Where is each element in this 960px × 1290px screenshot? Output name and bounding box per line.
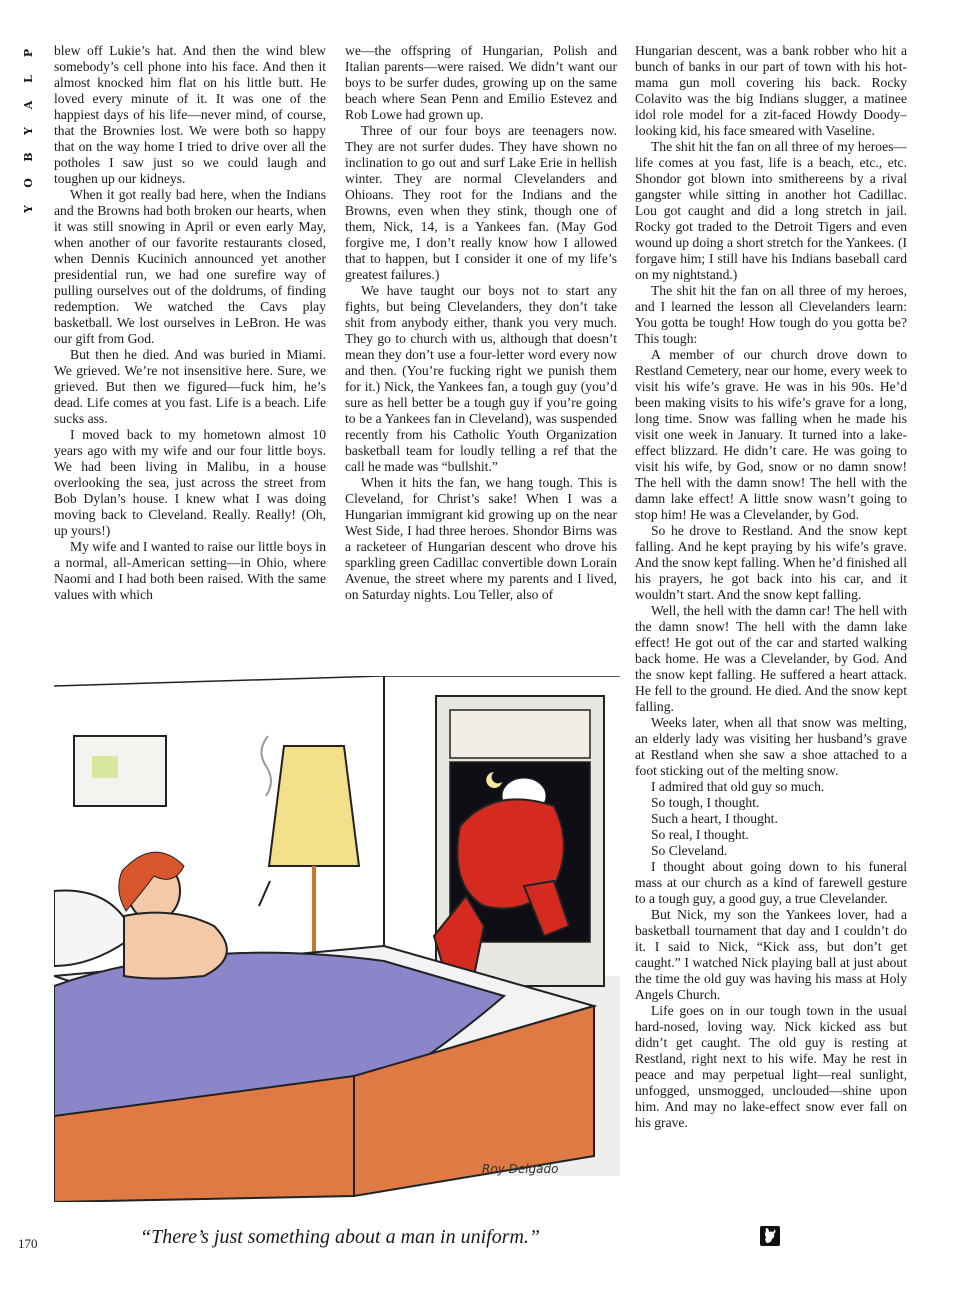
masthead-letter: P bbox=[22, 48, 35, 58]
article-paragraph: Such a heart, I thought. bbox=[651, 811, 778, 826]
article-paragraph: The shit hit the fan on all three of my heroes—life comes at you fast, life is a beach, etc., etc. Shondor got blown into smithereens by a rival gangster while sitting in another hot Cadillac. Lou got caught and did a long stretch in jail. Rocky got traded to the Detroit Tigers and even wound up doing a short stretch for the Yankees. (I forgave him; I still have his Indians baseball card on my nightstand.) bbox=[635, 139, 907, 282]
masthead-letter: B bbox=[22, 152, 35, 162]
cartoon-illustration bbox=[54, 676, 620, 1202]
article-paragraph: Life goes on in our tough town in the usual hard-nosed, loving way. Nick kicked ass but didn’t get caught. The old guy is resting at Restland, right next to his wife. May he rest in peace and may perpetual light—real sunlight, unfogged, unsmogged, unclouded—shine upon him. And may no lake-effect snow ever fall on his grave. bbox=[635, 1003, 907, 1130]
article-paragraph: We have taught our boys not to start any fights, but being Clevelanders, they don’t take shit from anybody either, thank you very much. They go to church with us, although that doesn’t mean they don’t use a four-letter word every now and then. (You’re fucking right we punish them for it.) Nick, the Yankees fan, a tough guy (you’d sure as hell better be a tough guy if you’re going to be a Yankees fan in Cleveland), was suspended recently from his Catholic Youth Organization basketball team for loudly telling a ref that the call he made was “bullshit.” bbox=[345, 283, 617, 474]
article-paragraph: Three of our four boys are teenagers now. They are not surfer dudes. They have shown no inclination to go out and surf Lake Erie in hellish winter. They are normal Clevelanders and Ohioans. They root for the Indians and the Browns, even when they stink, though one of them, Nick, 14, is a Yankees fan. (May God forgive me, I don’t really know how I allowed that to happen, but I consider it one of my life’s greatest failures.) bbox=[345, 123, 617, 282]
article-paragraph: Well, the hell with the damn car! The hell with the damn snow! The hell with the damn lake effect! He got out of the car and started walking back home. He was a Clevelander, by God. And the snow kept falling. He suffered a heart attack. He fell to the ground. He died. And the snow kept falling. bbox=[635, 603, 907, 714]
article-paragraph: My wife and I wanted to raise our little boys in a normal, all-American setting—in Ohio, where Naomi and I had both been raised. With the same values with which bbox=[54, 539, 326, 602]
article-paragraph: But then he died. And was buried in Miami. We grieved. We’re not insensitive here. Sure, we grieved. But then we figured—fuck him, he’s dead. Life comes at you fast. Life is a beach. Life sucks ass. bbox=[54, 347, 326, 426]
article-paragraph: The shit hit the fan on all three of my heroes, and I learned the lesson all Clevelanders learn: You gotta be tough! How tough do you gotta be? This tough: bbox=[635, 283, 907, 346]
article-paragraph: So tough, I thought. bbox=[651, 795, 760, 810]
article-paragraph: blew off Lukie’s hat. And then the wind blew somebody’s cell phone into his face. And then it almost knocked him flat on his little butt. He loved every minute of it. It was one of the happiest days of his life—never mind, of course, that the Brownies lost. We were both so happy that on the way home I tried to drive over all the potholes I saw just so we could laugh and toughen up our kidneys. bbox=[54, 43, 326, 186]
article-paragraph: So he drove to Restland. And the snow kept falling. And he kept praying by his wife’s grave. And the snow kept falling. When he’d finished all his prayers, he got back into his car, and it wouldn’t start. And the snow kept falling. bbox=[635, 523, 907, 602]
masthead-letter: Y bbox=[22, 127, 35, 135]
article-paragraph: So real, I thought. bbox=[651, 827, 749, 842]
article-paragraph: But Nick, my son the Yankees lover, had a basketball tournament that day and I couldn’t do it. I said to Nick, “Kick ass, but don’t get caught.” I watched Nick playing ball at just about the time the old guy was having his mass at Holy Angels Church. bbox=[635, 907, 907, 1002]
masthead-vertical bbox=[18, 40, 40, 222]
article-paragraph: So Cleveland. bbox=[651, 843, 728, 858]
article-paragraph: Weeks later, when all that snow was melting, an elderly lady was visiting her husband’s grave at Restland when she saw a shoe attached to a foot sticking out of the melting snow. bbox=[635, 715, 907, 778]
article-paragraph: When it got really bad here, when the Indians and the Browns had both broken our hearts, when it was still snowing in April or even early May, when another of our favorite restaurants closed, when Dennis Kucinich announced yet another presidential run, we had one surefire way of pulling ourselves out of the doldrums, of finding redemption. We watched the Cavs play basketball. We lost ourselves in LeBron. He was our gift from God. bbox=[54, 187, 326, 346]
article-paragraph: A member of our church drove down to Restland Cemetery, near our home, every week to visit his wife’s grave. He was in his 90s. He’d been making visits to his wife’s grave for a long, long time. Snow was falling when he made his visit one week in January. It turned into a lake-effect blizzard. He didn’t care. He was going to visit his wife, by God, snow or no damn snow! The hell with the damn snow! The hell with the damn lake effect! A little snow wasn’t going to stop him! He was a Clevelander, by God. bbox=[635, 347, 907, 522]
article-paragraph: I admired that old guy so much. bbox=[651, 779, 825, 794]
article-column-1 bbox=[54, 43, 326, 643]
article-column-3 bbox=[635, 43, 907, 1218]
masthead-letter: O bbox=[22, 178, 35, 188]
cartoon-signature: Roy Delgado bbox=[482, 1162, 559, 1176]
article-paragraph: we—the offspring of Hungarian, Polish and Italian parents—were raised. We didn’t want our boys to be surfer dudes, growing up on the same beach where Sean Penn and Emilio Estevez and Rob Lowe had grown up. bbox=[345, 43, 617, 122]
masthead-letter: Y bbox=[22, 205, 35, 213]
article-paragraph: I thought about going down to his funeral mass at our church as a kind of farewell gesture to a tough guy, a good guy, a true Clevelander. bbox=[635, 859, 907, 906]
article-paragraph: When it hits the fan, we hang tough. This is Cleveland, for Christ’s sake! When I was a Hungarian immigrant kid growing up on the near West Side, I had three heroes. Shondor Birns was a racketeer of Hungarian descent who drove his sparkling green Cadillac convertible down Lorain Avenue, the street where my parents and I lived, on Saturday nights. Lou Teller, also of bbox=[345, 475, 617, 602]
article-column-2 bbox=[345, 43, 617, 643]
masthead-letter: L bbox=[22, 75, 35, 83]
cartoon-svg bbox=[54, 676, 620, 1202]
article-paragraph: I moved back to my hometown almost 10 years ago with my wife and our four little boys. We had been living in Malibu, in a house overlooking the sea, just across the street from Bob Dylan’s house. I knew what I was doing moving back to Cleveland. Really. Really! (Oh, up yours!) bbox=[54, 427, 326, 538]
article-paragraph: Hungarian descent, was a bank robber who hit a bunch of banks in our part of town with his hot-mama gun moll covering his back. Rocky Colavito was the big Indians slugger, a matinee idol role model for a zit-faced Howdy Doody–looking kid, his face smeared with Vaseline. bbox=[635, 43, 907, 138]
cartoon-caption: “There’s just something about a man in uniform.” bbox=[140, 1226, 541, 1248]
rabbit-end-mark-icon bbox=[760, 1226, 780, 1246]
page-number: 170 bbox=[18, 1236, 38, 1251]
masthead-letter: A bbox=[22, 100, 35, 110]
